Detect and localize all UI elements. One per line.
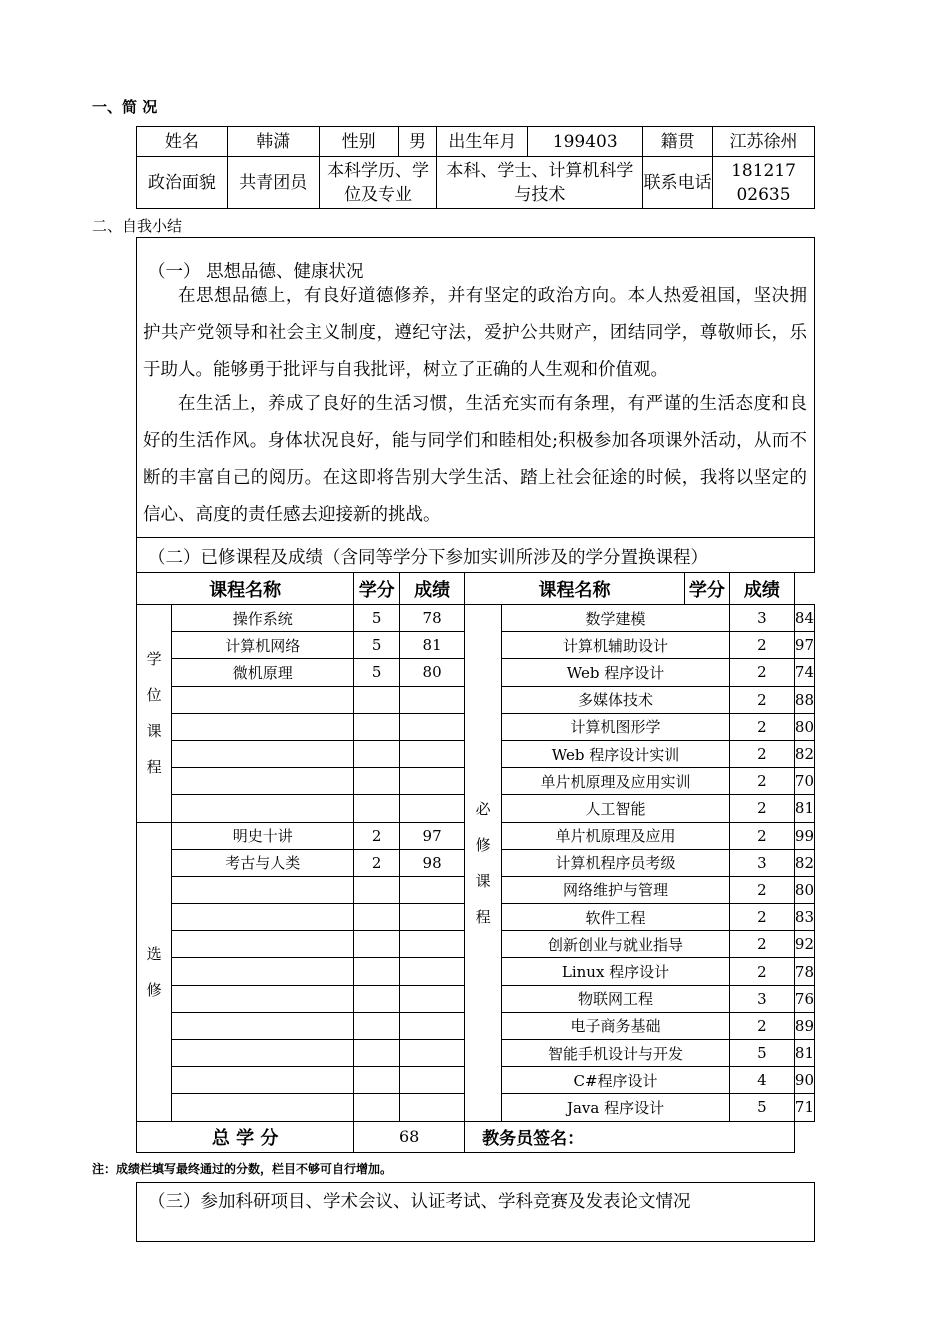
required-course-name: Web 程序设计 (502, 659, 730, 686)
name-value: 韩潇 (227, 127, 319, 157)
birth-value: 199403 (528, 127, 643, 157)
required-course-credit: 2 (729, 795, 794, 822)
required-course-name: Java 程序设计 (502, 1094, 730, 1121)
degree-value: 本科、学士、计算机科学与技术 (437, 157, 643, 209)
required-course-credit: 2 (729, 686, 794, 713)
required-course-score: 88 (794, 686, 814, 713)
required-course-credit: 2 (729, 1012, 794, 1039)
required-course-name: 数学建模 (502, 605, 730, 632)
required-course-name: C#程序设计 (502, 1067, 730, 1094)
required-course-credit: 3 (729, 849, 794, 876)
required-course-score: 71 (794, 1094, 814, 1121)
left-header-credit: 学分 (354, 573, 400, 605)
required-course-name: 单片机原理及应用实训 (502, 768, 730, 795)
empty-cell (354, 768, 400, 795)
empty-cell (400, 1094, 465, 1121)
required-course-score: 83 (794, 904, 814, 931)
required-course-name: 单片机原理及应用 (502, 822, 730, 849)
empty-cell (172, 1040, 354, 1067)
required-course-score: 80 (794, 713, 814, 740)
required-course-name: 物联网工程 (502, 985, 730, 1012)
empty-cell (172, 931, 354, 958)
required-course-credit: 5 (729, 1040, 794, 1067)
origin-value: 江苏徐州 (713, 127, 815, 157)
required-course-score: 78 (794, 958, 814, 985)
empty-cell (354, 985, 400, 1012)
degree-course-score: 81 (400, 632, 465, 659)
elective-course-score: 98 (400, 849, 465, 876)
empty-cell (400, 1012, 465, 1039)
empty-cell (172, 686, 354, 713)
empty-cell (400, 931, 465, 958)
empty-cell (354, 876, 400, 903)
required-course-credit: 3 (729, 985, 794, 1012)
required-course-name: 计算机辅助设计 (502, 632, 730, 659)
empty-cell (354, 958, 400, 985)
summary-heading-2: （二）已修课程及成绩（含同等学分下参加实训所涉及的学分置换课程） (148, 548, 708, 568)
empty-cell (354, 686, 400, 713)
required-course-name: Web 程序设计实训 (502, 740, 730, 767)
origin-label: 籍贯 (643, 127, 713, 157)
empty-cell (354, 931, 400, 958)
required-course-score: 89 (794, 1012, 814, 1039)
empty-cell (354, 740, 400, 767)
degree-course-credit: 5 (354, 605, 400, 632)
required-course-name: 计算机图形学 (502, 713, 730, 740)
empty-cell (354, 1012, 400, 1039)
section-1-title: 一、简 况 (92, 98, 158, 116)
required-course-name: 智能手机设计与开发 (502, 1040, 730, 1067)
required-course-credit: 3 (729, 605, 794, 632)
empty-cell (172, 1067, 354, 1094)
elective-course-name: 考古与人类 (172, 849, 354, 876)
left-header-name: 课程名称 (137, 573, 354, 605)
degree-course-score: 80 (400, 659, 465, 686)
required-course-score: 74 (794, 659, 814, 686)
elective-course-credit: 2 (354, 849, 400, 876)
required-course-credit: 2 (729, 768, 794, 795)
required-course-credit: 2 (729, 822, 794, 849)
empty-cell (354, 713, 400, 740)
required-course-score: 82 (794, 740, 814, 767)
right-header-credit: 学分 (684, 573, 729, 605)
summary-box (136, 237, 815, 538)
empty-cell (354, 1040, 400, 1067)
required-course-score: 92 (794, 931, 814, 958)
right-header-name: 课程名称 (465, 573, 685, 605)
empty-cell (354, 795, 400, 822)
political-label: 政治面貌 (137, 157, 228, 209)
empty-cell (400, 713, 465, 740)
required-course-score: 90 (794, 1067, 814, 1094)
empty-cell (400, 985, 465, 1012)
research-heading: （三）参加科研项目、学术会议、认证考试、学科竞赛及发表论文情况 (148, 1192, 691, 1212)
degree-course-name: 操作系统 (172, 605, 354, 632)
required-course-credit: 2 (729, 632, 794, 659)
empty-cell (400, 686, 465, 713)
political-value: 共青团员 (227, 157, 319, 209)
required-course-name: 网络维护与管理 (502, 876, 730, 903)
required-course-name: 人工智能 (502, 795, 730, 822)
degree-course-credit: 5 (354, 632, 400, 659)
required-course-credit: 2 (729, 876, 794, 903)
degree-courses-label: 学 位 课 程 (137, 605, 172, 823)
required-course-name: 计算机程序员考级 (502, 849, 730, 876)
right-header-score: 成绩 (729, 573, 794, 605)
elective-course-score: 97 (400, 822, 465, 849)
summary-heading-1: （一） 思想品德、健康状况 (148, 262, 364, 282)
required-courses-label: 必 修 课 程 (465, 605, 502, 1122)
empty-cell (400, 740, 465, 767)
gender-value: 男 (398, 127, 437, 157)
required-course-score: 97 (794, 632, 814, 659)
empty-cell (172, 876, 354, 903)
required-course-credit: 2 (729, 659, 794, 686)
empty-cell (172, 904, 354, 931)
degree-course-name: 微机原理 (172, 659, 354, 686)
courses-table (136, 572, 815, 1153)
empty-cell (400, 904, 465, 931)
gender-label: 性别 (319, 127, 398, 157)
summary-paragraph-2: 在生活上，养成了良好的生活习惯，生活充实而有条理，有严谨的生活态度和良好的生活作风。身体状况良好，能与同学们和睦相处;积极参加各项课外活动，从而不断的丰富自己的阅历。在这即将告别大学生活、踏上社会征途的时候，我将以坚定的信心、高度的责任感去迎接新的挑战。 (143, 394, 807, 525)
required-course-credit: 4 (729, 1067, 794, 1094)
empty-cell (172, 740, 354, 767)
required-course-credit: 2 (729, 931, 794, 958)
empty-cell (354, 1067, 400, 1094)
required-course-score: 82 (794, 849, 814, 876)
elective-courses-label: 选 修 (137, 822, 172, 1121)
empty-cell (400, 1067, 465, 1094)
degree-course-score: 78 (400, 605, 465, 632)
required-course-credit: 2 (729, 958, 794, 985)
phone-label: 联系电话 (643, 157, 713, 209)
required-course-score: 80 (794, 876, 814, 903)
required-course-score: 81 (794, 795, 814, 822)
required-course-name: Linux 程序设计 (502, 958, 730, 985)
empty-cell (172, 1012, 354, 1039)
required-course-score: 99 (794, 822, 814, 849)
empty-cell (354, 904, 400, 931)
required-course-score: 84 (794, 605, 814, 632)
degree-course-name: 计算机网络 (172, 632, 354, 659)
elective-course-name: 明史十讲 (172, 822, 354, 849)
empty-cell (172, 1094, 354, 1121)
elective-course-credit: 2 (354, 822, 400, 849)
empty-cell (354, 1094, 400, 1121)
empty-cell (172, 713, 354, 740)
degree-course-credit: 5 (354, 659, 400, 686)
required-course-score: 76 (794, 985, 814, 1012)
required-course-name: 电子商务基础 (502, 1012, 730, 1039)
empty-cell (400, 768, 465, 795)
summary-paragraph-1: 在思想品德上，有良好道德修养，并有坚定的政治方向。本人热爱祖国，坚决拥护共产党领导和社会主义制度，遵纪守法，爱护公共财产，团结同学，尊敬师长，乐于助人。能够勇于批评与自我批评，树立了正确的人生观和价值观。 (143, 286, 807, 380)
empty-cell (172, 795, 354, 822)
required-course-credit: 2 (729, 904, 794, 931)
empty-cell (400, 795, 465, 822)
total-credits-value: 68 (354, 1121, 465, 1152)
empty-cell (400, 1040, 465, 1067)
empty-cell (172, 958, 354, 985)
section-2-title: 二、自我小结 (92, 217, 183, 235)
courses-heading-box (136, 537, 815, 573)
left-header-score: 成绩 (400, 573, 465, 605)
empty-cell (400, 958, 465, 985)
required-course-score: 70 (794, 768, 814, 795)
required-course-credit: 5 (729, 1094, 794, 1121)
required-course-name: 创新创业与就业指导 (502, 931, 730, 958)
empty-cell (400, 876, 465, 903)
birth-label: 出生年月 (437, 127, 528, 157)
required-course-credit: 2 (729, 713, 794, 740)
required-course-credit: 2 (729, 740, 794, 767)
degree-label: 本科学历、学位及专业 (319, 157, 437, 209)
required-course-name: 多媒体技术 (502, 686, 730, 713)
required-course-name: 软件工程 (502, 904, 730, 931)
total-credits-label: 总 学 分 (137, 1121, 354, 1152)
research-box (136, 1182, 815, 1242)
footnote: 注：成绩栏填写最终通过的分数，栏目不够可自行增加。 (92, 1162, 393, 1176)
registrar-signature: 教务员签名： (465, 1121, 795, 1152)
basic-info-table (136, 126, 815, 209)
empty-cell (172, 985, 354, 1012)
empty-cell (172, 768, 354, 795)
phone-value: 18121702635 (713, 157, 815, 209)
required-course-score: 81 (794, 1040, 814, 1067)
name-label: 姓名 (137, 127, 228, 157)
